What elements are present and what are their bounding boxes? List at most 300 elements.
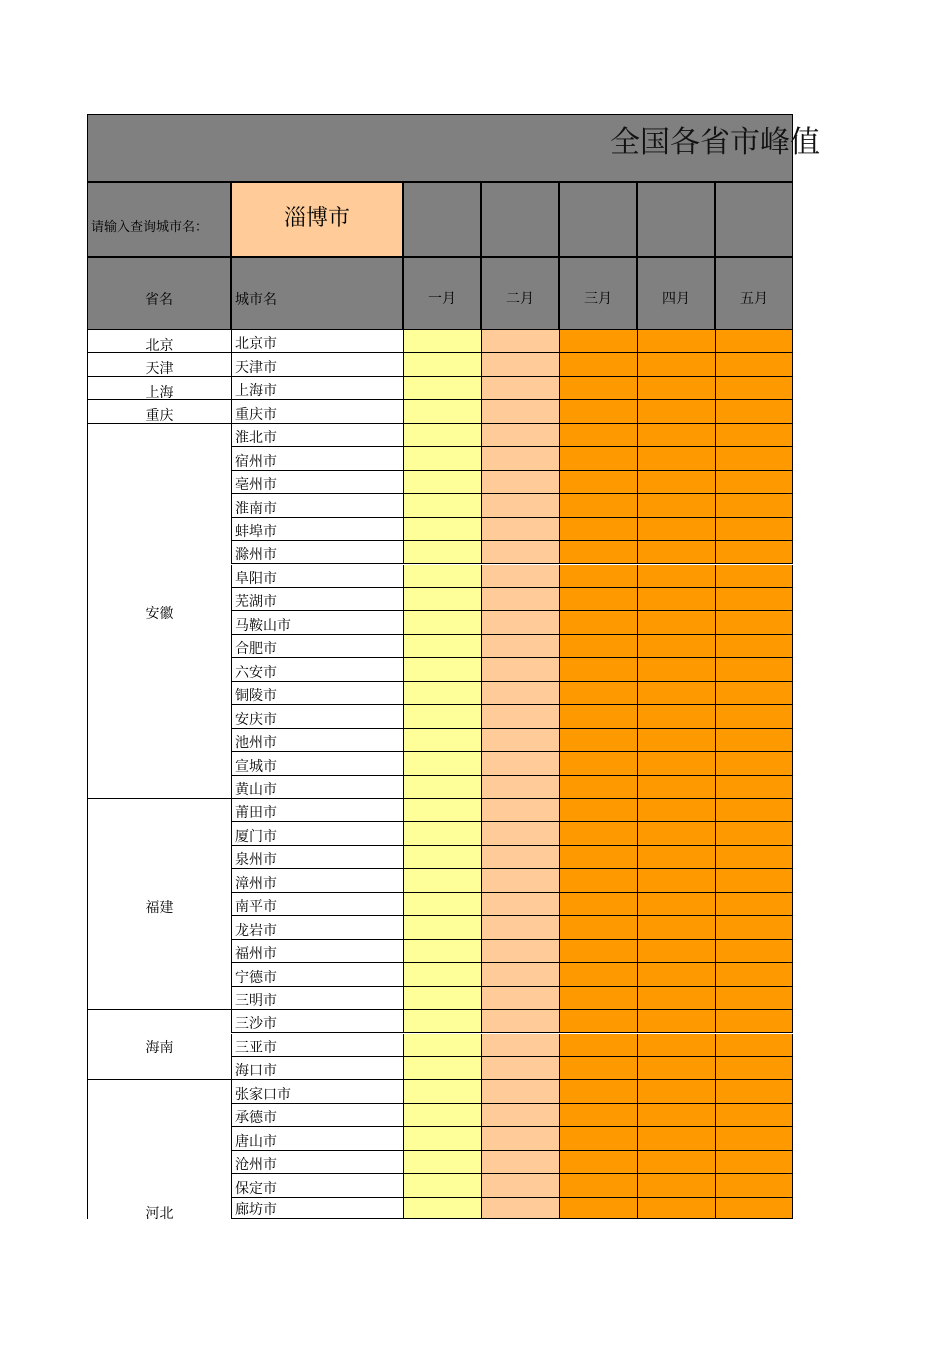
city-name: 保定市 [235,1180,277,1197]
city-name: 淮南市 [235,500,277,517]
month-2-cell[interactable] [481,705,559,728]
month-1-cell[interactable] [403,1151,481,1174]
city-cell [231,611,403,634]
province-cell [87,400,231,423]
month-1-cell[interactable] [403,1034,481,1057]
month-1-cell[interactable] [403,869,481,892]
city-name: 滁州市 [235,547,277,564]
city-name: 北京市 [235,336,277,353]
month-1-cell[interactable] [403,471,481,494]
month-4-cell[interactable] [637,1057,715,1080]
month-2-cell[interactable] [481,682,559,705]
month-5-cell[interactable] [715,987,793,1010]
month-3-cell[interactable] [559,658,637,681]
month-5-cell[interactable] [715,330,793,353]
month-2-cell[interactable] [481,846,559,869]
month-3-cell[interactable] [559,518,637,541]
month-2-cell[interactable] [481,893,559,916]
month-1-cell[interactable] [403,565,481,588]
city-cell [231,1151,403,1174]
month-1-cell[interactable] [403,330,481,353]
city-cell [231,940,403,963]
city-name: 张家口市 [235,1086,291,1103]
month-2-cell[interactable] [481,400,559,423]
month-5-cell[interactable] [715,1104,793,1127]
month-3-cell[interactable] [559,330,637,353]
city-cell [231,799,403,822]
month-2-cell[interactable] [481,588,559,611]
month-3-cell[interactable] [559,822,637,845]
month-1-cell[interactable] [403,588,481,611]
city-name: 泉州市 [235,852,277,869]
city-name: 南平市 [235,899,277,916]
month-4-cell[interactable] [637,1174,715,1197]
city-name: 莆田市 [235,805,277,822]
month-5-cell[interactable] [715,588,793,611]
month-1-cell[interactable] [403,400,481,423]
city-query-value: 淄博市 [283,206,350,231]
month-2-cell[interactable] [481,1010,559,1033]
city-cell [231,916,403,939]
city-cell [231,1104,403,1127]
month-2-cell[interactable] [481,494,559,517]
header-city-text: 城市名 [235,292,277,308]
province-name: 上海 [145,384,174,401]
month-3-cell[interactable] [559,1151,637,1174]
city-name: 沧州市 [235,1157,277,1174]
month-3-cell[interactable] [559,471,637,494]
month-5-cell[interactable] [715,963,793,986]
city-name: 宁德市 [235,969,277,986]
month-1-cell[interactable] [403,846,481,869]
month-4-cell[interactable] [637,1151,715,1174]
month-5-cell[interactable] [715,1174,793,1197]
city-cell [231,729,403,752]
province-cell [87,353,231,376]
city-cell [231,565,403,588]
month-3-cell[interactable] [559,1104,637,1127]
month-2-cell[interactable] [481,353,559,376]
month-1-cell[interactable] [403,1057,481,1080]
province-cell [87,377,231,400]
month-2-cell[interactable] [481,822,559,845]
month-3-cell[interactable] [559,963,637,986]
month-1-cell[interactable] [403,447,481,470]
month-2-cell[interactable] [481,377,559,400]
city-cell [231,963,403,986]
city-name: 三亚市 [235,1039,277,1056]
city-cell [231,776,403,799]
month-1-cell[interactable] [403,987,481,1010]
city-cell [231,330,403,353]
month-4-cell[interactable] [637,588,715,611]
month-1-cell[interactable] [403,705,481,728]
month-1-cell[interactable] [403,963,481,986]
month-4-cell[interactable] [637,752,715,775]
city-cell [231,682,403,705]
month-2-cell[interactable] [481,987,559,1010]
city-cell [231,846,403,869]
header-month-2-text: 二月 [506,291,534,307]
month-5-cell[interactable] [715,447,793,470]
city-cell [231,1198,403,1219]
month-3-cell[interactable] [559,1174,637,1197]
city-name: 海口市 [235,1063,277,1080]
month-1-cell[interactable] [403,776,481,799]
month-5-cell[interactable] [715,518,793,541]
query-blank-3 [559,182,637,257]
city-name: 池州市 [235,735,277,752]
month-3-cell[interactable] [559,494,637,517]
month-2-cell[interactable] [481,1127,559,1150]
city-name: 三沙市 [235,1016,277,1033]
month-1-cell[interactable] [403,822,481,845]
month-3-cell[interactable] [559,940,637,963]
month-5-cell[interactable] [715,729,793,752]
city-cell [231,400,403,423]
month-4-cell[interactable] [637,471,715,494]
month-5-cell[interactable] [715,353,793,376]
month-5-cell[interactable] [715,682,793,705]
header-month-3 [559,257,637,330]
month-3-cell[interactable] [559,987,637,1010]
month-5-cell[interactable] [715,705,793,728]
month-3-cell[interactable] [559,729,637,752]
city-name: 马鞍山市 [235,617,291,634]
city-cell [231,1174,403,1197]
month-1-cell[interactable] [403,1010,481,1033]
month-1-cell[interactable] [403,1174,481,1197]
month-5-cell[interactable] [715,471,793,494]
month-3-cell[interactable] [559,752,637,775]
month-2-cell[interactable] [481,1104,559,1127]
month-4-cell[interactable] [637,729,715,752]
city-cell [231,1080,403,1103]
month-5-cell[interactable] [715,1057,793,1080]
month-3-cell[interactable] [559,916,637,939]
month-3-cell[interactable] [559,541,637,564]
month-5-cell[interactable] [715,1127,793,1150]
month-4-cell[interactable] [637,1080,715,1103]
month-4-cell[interactable] [637,565,715,588]
month-4-cell[interactable] [637,869,715,892]
month-4-cell[interactable] [637,682,715,705]
header-city [231,257,403,330]
city-cell [231,658,403,681]
month-4-cell[interactable] [637,940,715,963]
city-name: 天津市 [235,359,277,376]
month-5-cell[interactable] [715,752,793,775]
city-cell [231,424,403,447]
month-3-cell[interactable] [559,565,637,588]
month-4-cell[interactable] [637,916,715,939]
city-name: 蚌埠市 [235,524,277,541]
month-5-cell[interactable] [715,400,793,423]
month-2-cell[interactable] [481,447,559,470]
province-name: 福建 [145,899,174,916]
month-5-cell[interactable] [715,658,793,681]
province-name: 北京 [145,338,174,354]
header-month-1-text: 一月 [428,291,456,307]
city-name: 铜陵市 [235,688,277,705]
month-1-cell[interactable] [403,893,481,916]
month-4-cell[interactable] [637,447,715,470]
city-name: 亳州市 [235,477,277,494]
city-cell [231,1034,403,1057]
month-1-cell[interactable] [403,658,481,681]
month-4-cell[interactable] [637,776,715,799]
city-cell [231,1057,403,1080]
month-4-cell[interactable] [637,635,715,658]
month-5-cell[interactable] [715,1198,793,1219]
month-3-cell[interactable] [559,1034,637,1057]
city-cell [231,705,403,728]
province-name: 海南 [145,1040,174,1057]
city-name: 厦门市 [235,828,277,845]
month-2-cell[interactable] [481,471,559,494]
month-4-cell[interactable] [637,893,715,916]
month-1-cell[interactable] [403,940,481,963]
city-cell [231,893,403,916]
month-4-cell[interactable] [637,1198,715,1219]
month-5-cell[interactable] [715,611,793,634]
month-4-cell[interactable] [637,822,715,845]
month-5-cell[interactable] [715,893,793,916]
query-blank-5 [715,182,793,257]
month-4-cell[interactable] [637,353,715,376]
month-4-cell[interactable] [637,963,715,986]
header-month-4-text: 四月 [662,291,690,307]
city-name: 廊坊市 [235,1201,277,1218]
province-cell [87,330,231,353]
month-1-cell[interactable] [403,518,481,541]
month-3-cell[interactable] [559,588,637,611]
province-cell [87,1080,231,1222]
city-name: 黄山市 [235,781,277,798]
month-5-cell[interactable] [715,846,793,869]
month-1-cell[interactable] [403,799,481,822]
month-3-cell[interactable] [559,353,637,376]
month-3-cell[interactable] [559,1198,637,1219]
query-label [87,182,231,257]
month-1-cell[interactable] [403,353,481,376]
month-3-cell[interactable] [559,846,637,869]
city-cell [231,377,403,400]
month-3-cell[interactable] [559,635,637,658]
month-2-cell[interactable] [481,565,559,588]
city-name: 六安市 [235,664,277,681]
month-3-cell[interactable] [559,1127,637,1150]
month-2-cell[interactable] [481,1198,559,1219]
month-3-cell[interactable] [559,893,637,916]
month-1-cell[interactable] [403,916,481,939]
month-3-cell[interactable] [559,1057,637,1080]
month-4-cell[interactable] [637,1127,715,1150]
query-blank-1 [403,182,481,257]
month-5-cell[interactable] [715,377,793,400]
month-5-cell[interactable] [715,822,793,845]
city-cell [231,752,403,775]
city-cell [231,494,403,517]
month-2-cell[interactable] [481,776,559,799]
month-4-cell[interactable] [637,518,715,541]
month-3-cell[interactable] [559,1010,637,1033]
month-2-cell[interactable] [481,1080,559,1103]
month-2-cell[interactable] [481,916,559,939]
month-5-cell[interactable] [715,799,793,822]
city-query-input[interactable] [231,182,403,257]
month-3-cell[interactable] [559,400,637,423]
province-cell [87,799,231,1010]
month-2-cell[interactable] [481,611,559,634]
month-5-cell[interactable] [715,916,793,939]
city-name: 淮北市 [235,430,277,447]
month-4-cell[interactable] [637,705,715,728]
month-5-cell[interactable] [715,869,793,892]
month-4-cell[interactable] [637,424,715,447]
month-1-cell[interactable] [403,377,481,400]
city-name: 宣城市 [235,758,277,775]
month-1-cell[interactable] [403,541,481,564]
month-4-cell[interactable] [637,799,715,822]
city-cell [231,987,403,1010]
month-2-cell[interactable] [481,424,559,447]
city-cell [231,541,403,564]
month-1-cell[interactable] [403,611,481,634]
city-name: 阜阳市 [235,570,277,587]
city-name: 龙岩市 [235,922,277,939]
month-4-cell[interactable] [637,1010,715,1033]
city-cell [231,447,403,470]
city-cell [231,1127,403,1150]
month-5-cell[interactable] [715,776,793,799]
month-1-cell[interactable] [403,1080,481,1103]
month-3-cell[interactable] [559,424,637,447]
month-2-cell[interactable] [481,963,559,986]
month-1-cell[interactable] [403,635,481,658]
month-3-cell[interactable] [559,682,637,705]
city-cell [231,588,403,611]
month-5-cell[interactable] [715,494,793,517]
month-2-cell[interactable] [481,1151,559,1174]
month-4-cell[interactable] [637,1104,715,1127]
month-2-cell[interactable] [481,729,559,752]
header-province-text: 省名 [145,292,173,308]
month-1-cell[interactable] [403,1127,481,1150]
month-4-cell[interactable] [637,400,715,423]
city-name: 承德市 [235,1110,277,1127]
month-5-cell[interactable] [715,424,793,447]
query-label-text: 请输入查询城市名： [91,220,209,235]
month-5-cell[interactable] [715,1080,793,1103]
month-2-cell[interactable] [481,799,559,822]
month-4-cell[interactable] [637,611,715,634]
month-5-cell[interactable] [715,1010,793,1033]
city-name: 芜湖市 [235,594,277,611]
city-name: 宿州市 [235,453,277,470]
month-2-cell[interactable] [481,869,559,892]
header-month-2 [481,257,559,330]
month-3-cell[interactable] [559,869,637,892]
month-3-cell[interactable] [559,705,637,728]
month-5-cell[interactable] [715,541,793,564]
month-2-cell[interactable] [481,330,559,353]
city-name: 上海市 [235,383,277,400]
month-4-cell[interactable] [637,377,715,400]
province-name: 重庆 [145,408,174,425]
month-4-cell[interactable] [637,494,715,517]
city-cell [231,822,403,845]
month-2-cell[interactable] [481,518,559,541]
month-1-cell[interactable] [403,752,481,775]
month-3-cell[interactable] [559,776,637,799]
month-4-cell[interactable] [637,330,715,353]
month-5-cell[interactable] [715,635,793,658]
month-4-cell[interactable] [637,658,715,681]
month-1-cell[interactable] [403,682,481,705]
city-name: 唐山市 [235,1133,277,1150]
province-name: 安徽 [145,606,174,623]
month-2-cell[interactable] [481,940,559,963]
city-cell [231,869,403,892]
month-2-cell[interactable] [481,635,559,658]
city-cell [231,635,403,658]
month-5-cell[interactable] [715,1151,793,1174]
query-blank-4 [637,182,715,257]
month-2-cell[interactable] [481,1174,559,1197]
header-month-5-text: 五月 [740,291,768,307]
city-name: 重庆市 [235,406,277,423]
month-5-cell[interactable] [715,565,793,588]
city-name: 合肥市 [235,641,277,658]
header-month-4 [637,257,715,330]
month-3-cell[interactable] [559,799,637,822]
month-2-cell[interactable] [481,541,559,564]
month-1-cell[interactable] [403,494,481,517]
month-5-cell[interactable] [715,1034,793,1057]
month-2-cell[interactable] [481,658,559,681]
month-4-cell[interactable] [637,987,715,1010]
city-cell [231,471,403,494]
header-month-3-text: 三月 [584,291,612,307]
city-cell [231,353,403,376]
month-4-cell[interactable] [637,541,715,564]
province-name: 天津 [145,361,174,378]
month-3-cell[interactable] [559,1080,637,1103]
province-cell [87,1010,231,1080]
header-month-5 [715,257,793,330]
month-1-cell[interactable] [403,1198,481,1219]
province-cell [87,424,231,799]
month-3-cell[interactable] [559,611,637,634]
month-2-cell[interactable] [481,1057,559,1080]
month-1-cell[interactable] [403,1104,481,1127]
month-2-cell[interactable] [481,1034,559,1057]
month-5-cell[interactable] [715,940,793,963]
month-1-cell[interactable] [403,729,481,752]
month-2-cell[interactable] [481,752,559,775]
month-1-cell[interactable] [403,424,481,447]
query-blank-2 [481,182,559,257]
month-4-cell[interactable] [637,846,715,869]
month-3-cell[interactable] [559,377,637,400]
city-name: 安庆市 [235,711,277,728]
city-name: 福州市 [235,946,277,963]
city-cell [231,518,403,541]
header-province [87,257,231,330]
month-3-cell[interactable] [559,447,637,470]
month-4-cell[interactable] [637,1034,715,1057]
